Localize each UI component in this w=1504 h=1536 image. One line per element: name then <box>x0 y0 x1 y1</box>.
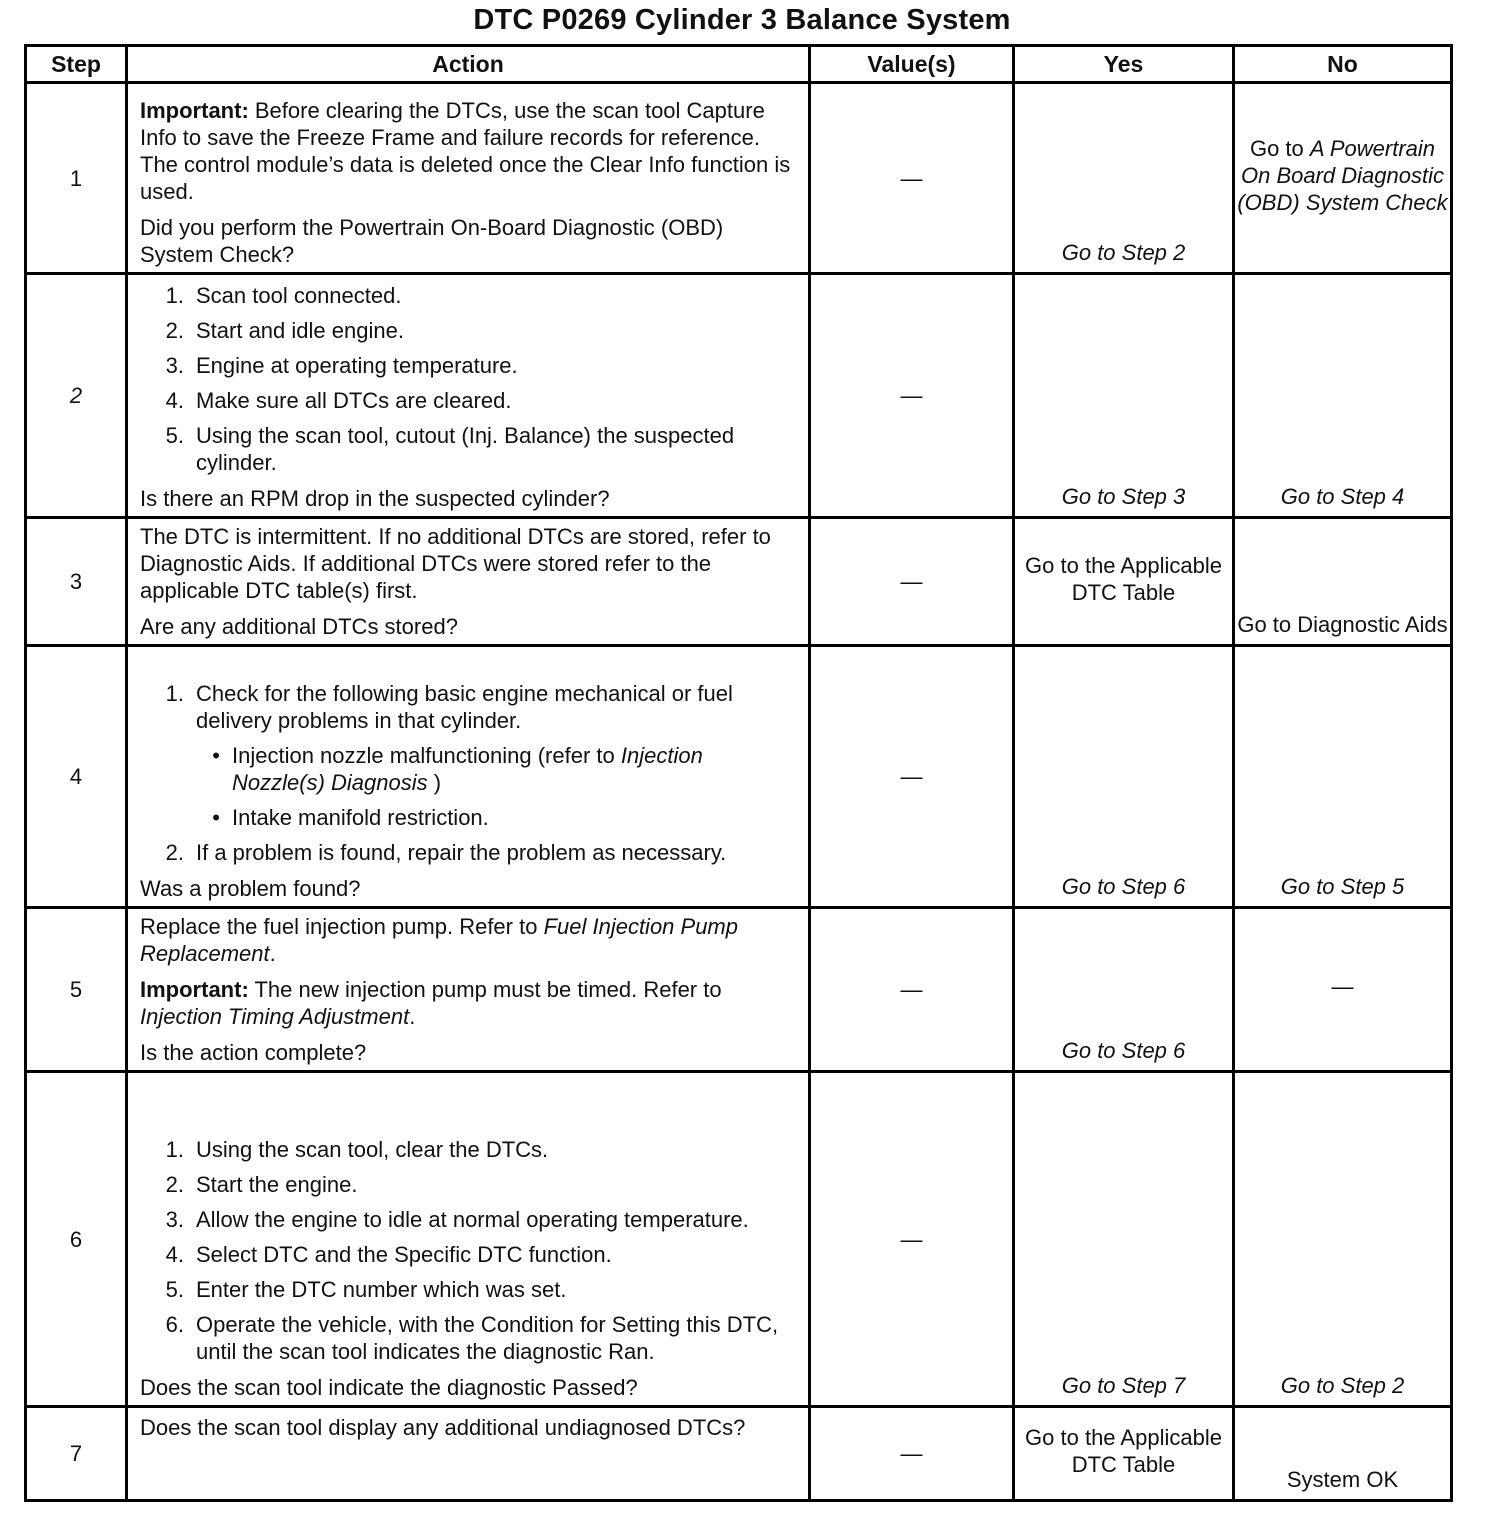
step-number: 6 <box>26 1072 127 1407</box>
action-text <box>140 913 800 967</box>
action-cell <box>127 83 810 274</box>
bullet-text: Intake manifold restriction. <box>232 805 489 830</box>
item-text: Check for the following basic engine mechanical or fuel delivery problems in that cylinder. <box>196 681 733 733</box>
list-item <box>140 839 800 866</box>
item-text: Enter the DTC number which was set. <box>196 1277 567 1302</box>
step-number: 2 <box>26 274 127 518</box>
no-reference: A Powertrain On Board Diagnostic (OBD) System Check <box>1237 135 1448 215</box>
question-text: Does the scan tool indicate the diagnostic Passed? <box>140 1375 638 1400</box>
page-title: DTC P0269 Cylinder 3 Balance System <box>473 4 1011 36</box>
action-cell <box>127 1407 810 1501</box>
important-note <box>140 976 800 1030</box>
item-number: 5. <box>165 423 184 448</box>
item-number: 4. <box>165 1242 184 1267</box>
no-cell: — <box>1234 908 1452 1072</box>
no-cell <box>1234 83 1452 274</box>
no-cell: Go to Step 4 <box>1234 274 1452 518</box>
step-number: 4 <box>26 646 127 908</box>
bullet-text: Injection nozzle malfunctioning (refer to <box>232 743 621 768</box>
item-number: 2. <box>165 1172 184 1197</box>
item-number: 1. <box>165 1137 184 1162</box>
header-step: Step <box>26 46 127 83</box>
header-yes: Yes <box>1014 46 1234 83</box>
item-text: Engine at operating temperature. <box>196 353 518 378</box>
list-item <box>140 1206 800 1233</box>
item-text: Start and idle engine. <box>196 318 404 343</box>
item-text: Scan tool connected. <box>196 283 402 308</box>
list-item <box>140 1136 800 1163</box>
important-note <box>140 97 800 205</box>
bullet-icon: • <box>212 743 220 768</box>
yes-cell: Go to Step 7 <box>1014 1072 1234 1407</box>
action-text-prefix: Replace the fuel injection pump. Refer to <box>140 914 544 939</box>
item-number: 3. <box>165 353 184 378</box>
item-number: 1. <box>165 283 184 308</box>
question-text: Are any additional DTCs stored? <box>140 614 458 639</box>
item-text: Using the scan tool, cutout (Inj. Balance) the suspected cylinder. <box>196 423 735 475</box>
list-item <box>140 282 800 309</box>
item-text: Make sure all DTCs are cleared. <box>196 388 512 413</box>
item-number: 1. <box>165 681 184 706</box>
question-text: Does the scan tool display any additional undiagnosed DTCs? <box>140 1415 746 1440</box>
action-cell <box>127 908 810 1072</box>
yes-cell: Go to Step 3 <box>1014 274 1234 518</box>
header-action: Action <box>127 46 810 83</box>
list-item <box>140 680 800 831</box>
important-suffix: . <box>409 1004 416 1029</box>
item-text: If a problem is found, repair the problem as necessary. <box>196 840 727 865</box>
value-cell: — <box>810 274 1014 518</box>
bullet-list <box>196 742 800 831</box>
action-cell <box>127 274 810 518</box>
table-row <box>26 1072 1452 1407</box>
important-text: Before clearing the DTCs, use the scan tool Capture Info to save the Freeze Frame and failure records for reference. The control module’s data is deleted once the Clear Info function is used. <box>140 98 791 204</box>
bullet-item <box>196 742 800 796</box>
action-cell <box>127 646 810 908</box>
instruction-list <box>140 680 800 866</box>
table-row <box>26 518 1452 646</box>
yes-cell: Go to the Applicable DTC Table <box>1014 1407 1234 1501</box>
step-number: 1 <box>26 83 127 274</box>
table-row <box>26 83 1452 274</box>
yes-cell: Go to Step 6 <box>1014 646 1234 908</box>
important-label: Important: <box>140 98 249 123</box>
question-text: Is there an RPM drop in the suspected cylinder? <box>140 486 610 511</box>
header-values: Value(s) <box>810 46 1014 83</box>
action-text-suffix: . <box>269 941 276 966</box>
item-text: Operate the vehicle, with the Condition for Setting this DTC, until the scan tool indicates the diagnostic Ran. <box>196 1312 779 1364</box>
table-row <box>26 908 1452 1072</box>
action-text: The DTC is intermittent. If no additional DTCs are stored, refer to Diagnostic Aids. If additional DTCs were stored refer to the applicable DTC table(s) first. <box>140 524 771 603</box>
item-text: Start the engine. <box>196 1172 358 1197</box>
list-item <box>140 1276 800 1303</box>
bullet-suffix: ) <box>427 770 442 795</box>
item-number: 6. <box>165 1312 184 1337</box>
item-text: Select DTC and the Specific DTC function. <box>196 1242 612 1267</box>
no-cell: Go to Diagnostic Aids <box>1234 518 1452 646</box>
item-number: 5. <box>165 1277 184 1302</box>
yes-cell: Go to the Applicable DTC Table <box>1014 518 1234 646</box>
list-item <box>140 352 800 379</box>
item-number: 3. <box>165 1207 184 1232</box>
yes-cell: Go to Step 2 <box>1014 83 1234 274</box>
important-label: Important: <box>140 977 249 1002</box>
value-cell: — <box>810 83 1014 274</box>
table-header-row <box>26 46 1452 83</box>
value-cell: — <box>810 908 1014 1072</box>
yes-cell: Go to Step 6 <box>1014 908 1234 1072</box>
list-item <box>140 422 800 476</box>
action-cell <box>127 518 810 646</box>
diagnostic-table <box>24 44 1453 1502</box>
no-cell: Go to Step 2 <box>1234 1072 1452 1407</box>
question-text: Is the action complete? <box>140 1040 367 1065</box>
no-cell: Go to Step 5 <box>1234 646 1452 908</box>
item-text: Using the scan tool, clear the DTCs. <box>196 1137 549 1162</box>
bullet-reference: Injection Nozzle(s) Diagnosis <box>232 743 703 795</box>
value-cell: — <box>810 1072 1014 1407</box>
table-row <box>26 274 1452 518</box>
step-number: 3 <box>26 518 127 646</box>
item-number: 4. <box>165 388 184 413</box>
item-number: 2. <box>165 318 184 343</box>
table-row <box>26 1407 1452 1501</box>
value-cell: — <box>810 646 1014 908</box>
value-cell: — <box>810 518 1014 646</box>
question-text: Was a problem found? <box>140 876 361 901</box>
step-number: 5 <box>26 908 127 1072</box>
question-text: Did you perform the Powertrain On-Board Diagnostic (OBD) System Check? <box>140 215 724 267</box>
item-text: Allow the engine to idle at normal operating temperature. <box>196 1207 749 1232</box>
table-row <box>26 646 1452 908</box>
item-number: 2. <box>165 840 184 865</box>
no-prefix: Go to <box>1249 135 1310 161</box>
instruction-list <box>140 282 800 476</box>
list-item <box>140 317 800 344</box>
list-item <box>140 1311 800 1365</box>
step-number: 7 <box>26 1407 127 1501</box>
list-item <box>140 1241 800 1268</box>
bullet-item <box>196 804 800 831</box>
bullet-icon: • <box>212 805 220 830</box>
important-reference: Injection Timing Adjustment <box>140 1004 410 1029</box>
action-cell <box>127 1072 810 1407</box>
instruction-list <box>140 1136 800 1365</box>
header-no: No <box>1234 46 1452 83</box>
list-item <box>140 387 800 414</box>
value-cell: — <box>810 1407 1014 1501</box>
no-cell: System OK <box>1234 1407 1452 1501</box>
important-text: The new injection pump must be timed. Refer to <box>248 977 722 1002</box>
list-item <box>140 1171 800 1198</box>
action-reference: Fuel Injection Pump Replacement <box>140 914 738 966</box>
